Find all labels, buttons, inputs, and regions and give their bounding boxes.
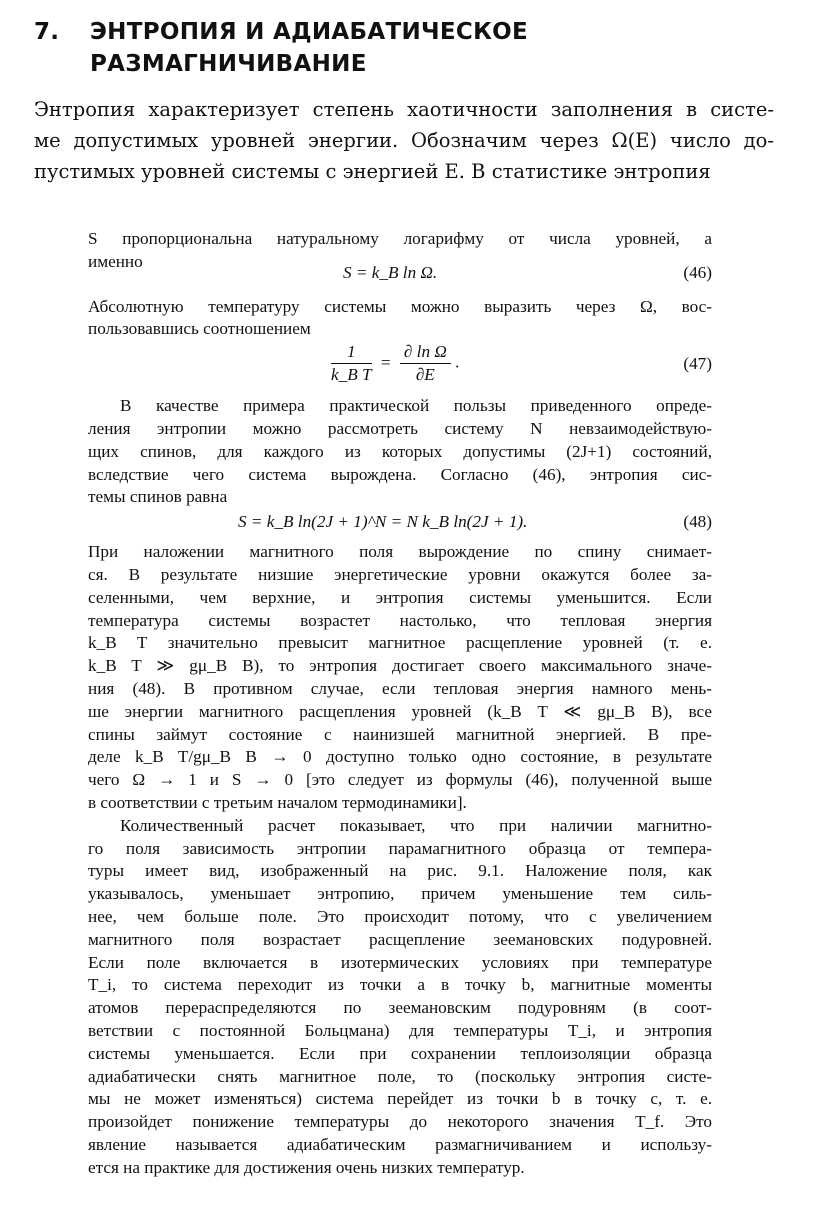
text-line: Абсолютную температуру системы можно выразить через Ω, вос- xyxy=(88,296,712,316)
text-line: При наложении магнитного поля вырождение по спину снимает- xyxy=(88,542,712,562)
fraction-rhs xyxy=(400,341,451,386)
text-line: S пропорциональна натуральному логарифму от числа уровней, а xyxy=(88,229,712,248)
equation-48-number: (48) xyxy=(683,512,712,532)
text-line: ся. В результате низшие энергетические уровни окажутся более за- xyxy=(88,564,712,584)
intro-paragraph xyxy=(34,94,774,187)
text-line: вследствие чего система вырождена. Согласно (46), энтропия сис- xyxy=(88,464,712,484)
text-line: деле k_B T/gμ_B B → 0 доступно только одно состояние, в результате xyxy=(88,747,712,767)
text-line: адиабатически снять магнитное поле, то (поскольку энтропия систе- xyxy=(88,1066,712,1086)
text-line: нее, чем больше поле. Это происходит потому, что с увеличением xyxy=(88,906,712,926)
section-title-line1: ЭНТРОПИЯ И АДИАБАТИЧЕСКОЕ xyxy=(90,19,529,45)
text-line: в соответствии с третьим началом термодинамики]. xyxy=(88,792,467,812)
equation-48 xyxy=(88,507,712,537)
equation-47-period: . xyxy=(455,352,460,372)
text-line: k_B T значительно превысит магнитное расщепление уровней (т. е. xyxy=(88,633,712,653)
equation-46-number: (46) xyxy=(683,262,712,282)
equation-47-number: (47) xyxy=(683,354,712,374)
text-line: магнитного поля возрастает расщепление зеемановских подуровней. xyxy=(88,929,712,949)
equals-sign: = xyxy=(380,352,391,372)
text-line: явление называется адиабатическим размагничиванием и использу- xyxy=(88,1134,712,1154)
text-line: именно xyxy=(88,251,143,271)
equation-47 xyxy=(88,341,712,389)
intro-line: Энтропия характеризует степень хаотичности заполнения в систе- xyxy=(34,98,774,121)
text-line: мы не может изменяться) система перейдет из точки b в точку c, т. е. xyxy=(88,1089,712,1109)
text-line: пользовавшись соотношением xyxy=(88,319,311,339)
text-line: спины займут состояние с наинизшей магнитной энергией. В пре- xyxy=(88,724,712,744)
equation-46 xyxy=(88,262,712,286)
text-line: ления энтропии можно рассмотреть систему N невзаимодействую- xyxy=(88,418,712,438)
text-line: темы спинов равна xyxy=(88,487,228,507)
lhs-denominator: k_B T xyxy=(331,365,372,385)
fraction-lhs xyxy=(331,341,372,386)
text-line: В качестве примера практической пользы приведенного опреде- xyxy=(120,396,712,416)
lhs-numerator: 1 xyxy=(331,341,372,364)
text-line: ния (48). В противном случае, если тепловая энергия намного мень- xyxy=(88,678,712,698)
rhs-numerator: ∂ ln Ω xyxy=(400,341,451,364)
equation-46-formula: S = k_B ln Ω. xyxy=(343,262,438,282)
text-line: ется на практике для достижения очень низких температур. xyxy=(88,1157,525,1177)
text-line: системы уменьшается. Если при сохранении теплоизоляции образца xyxy=(88,1043,712,1063)
section-number: 7. xyxy=(34,19,60,45)
equation-48-formula: S = k_B ln(2J + 1)^N = N k_B ln(2J + 1). xyxy=(238,512,528,532)
section-title-line2: РАЗМАГНИЧИВАНИЕ xyxy=(90,51,367,77)
intro-line: ме допустимых уровней энергии. Обозначим через Ω(E) число до- xyxy=(34,129,774,152)
text-line: Если поле включается в изотермических условиях при температуре xyxy=(88,952,712,972)
text-line: туры имеет вид, изображенный на рис. 9.1. Наложение поля, как xyxy=(88,861,712,881)
text-line: T_i, то система переходит из точки a в точку b, магнитные моменты xyxy=(88,975,712,995)
rhs-denominator: ∂E xyxy=(415,365,435,385)
text-line: го поля зависимость энтропии парамагнитного образца от темпера- xyxy=(88,838,712,858)
intro-line: пустимых уровней системы с энергией E. В статистике энтропия xyxy=(34,160,711,183)
text-line: атомов перераспределяются по зеемановским подуровням (в соот- xyxy=(88,998,712,1018)
body-text xyxy=(88,228,712,1179)
text-line: произойдет понижение температуры до некоторого значения T_f. Это xyxy=(88,1112,712,1132)
text-line: Количественный расчет показывает, что при наличии магнитно- xyxy=(120,815,712,835)
text-line: указывалось, уменьшает энтропию, причем уменьшение тем силь- xyxy=(88,884,712,904)
text-line: k_B T ≫ gμ_B B), то энтропия достигает своего максимального значе- xyxy=(88,656,712,676)
text-line: селенными, чем верхние, и энтропия системы уменьшится. Если xyxy=(88,587,712,607)
text-line: чего Ω → 1 и S → 0 [это следует из формулы (46), полученной выше xyxy=(88,770,712,790)
text-line: ше энергии магнитного расщепления уровней (k_B T ≪ gμ_B B), все xyxy=(88,701,712,721)
text-line: щих спинов, для каждого из которых допустимы (2J+1) состояний, xyxy=(88,441,712,461)
text-line: температура системы возрастет настолько, что тепловая энергия xyxy=(88,610,712,630)
text-line: ветствии с постоянной Больцмана) для температуры T_i, и энтропия xyxy=(88,1020,712,1040)
